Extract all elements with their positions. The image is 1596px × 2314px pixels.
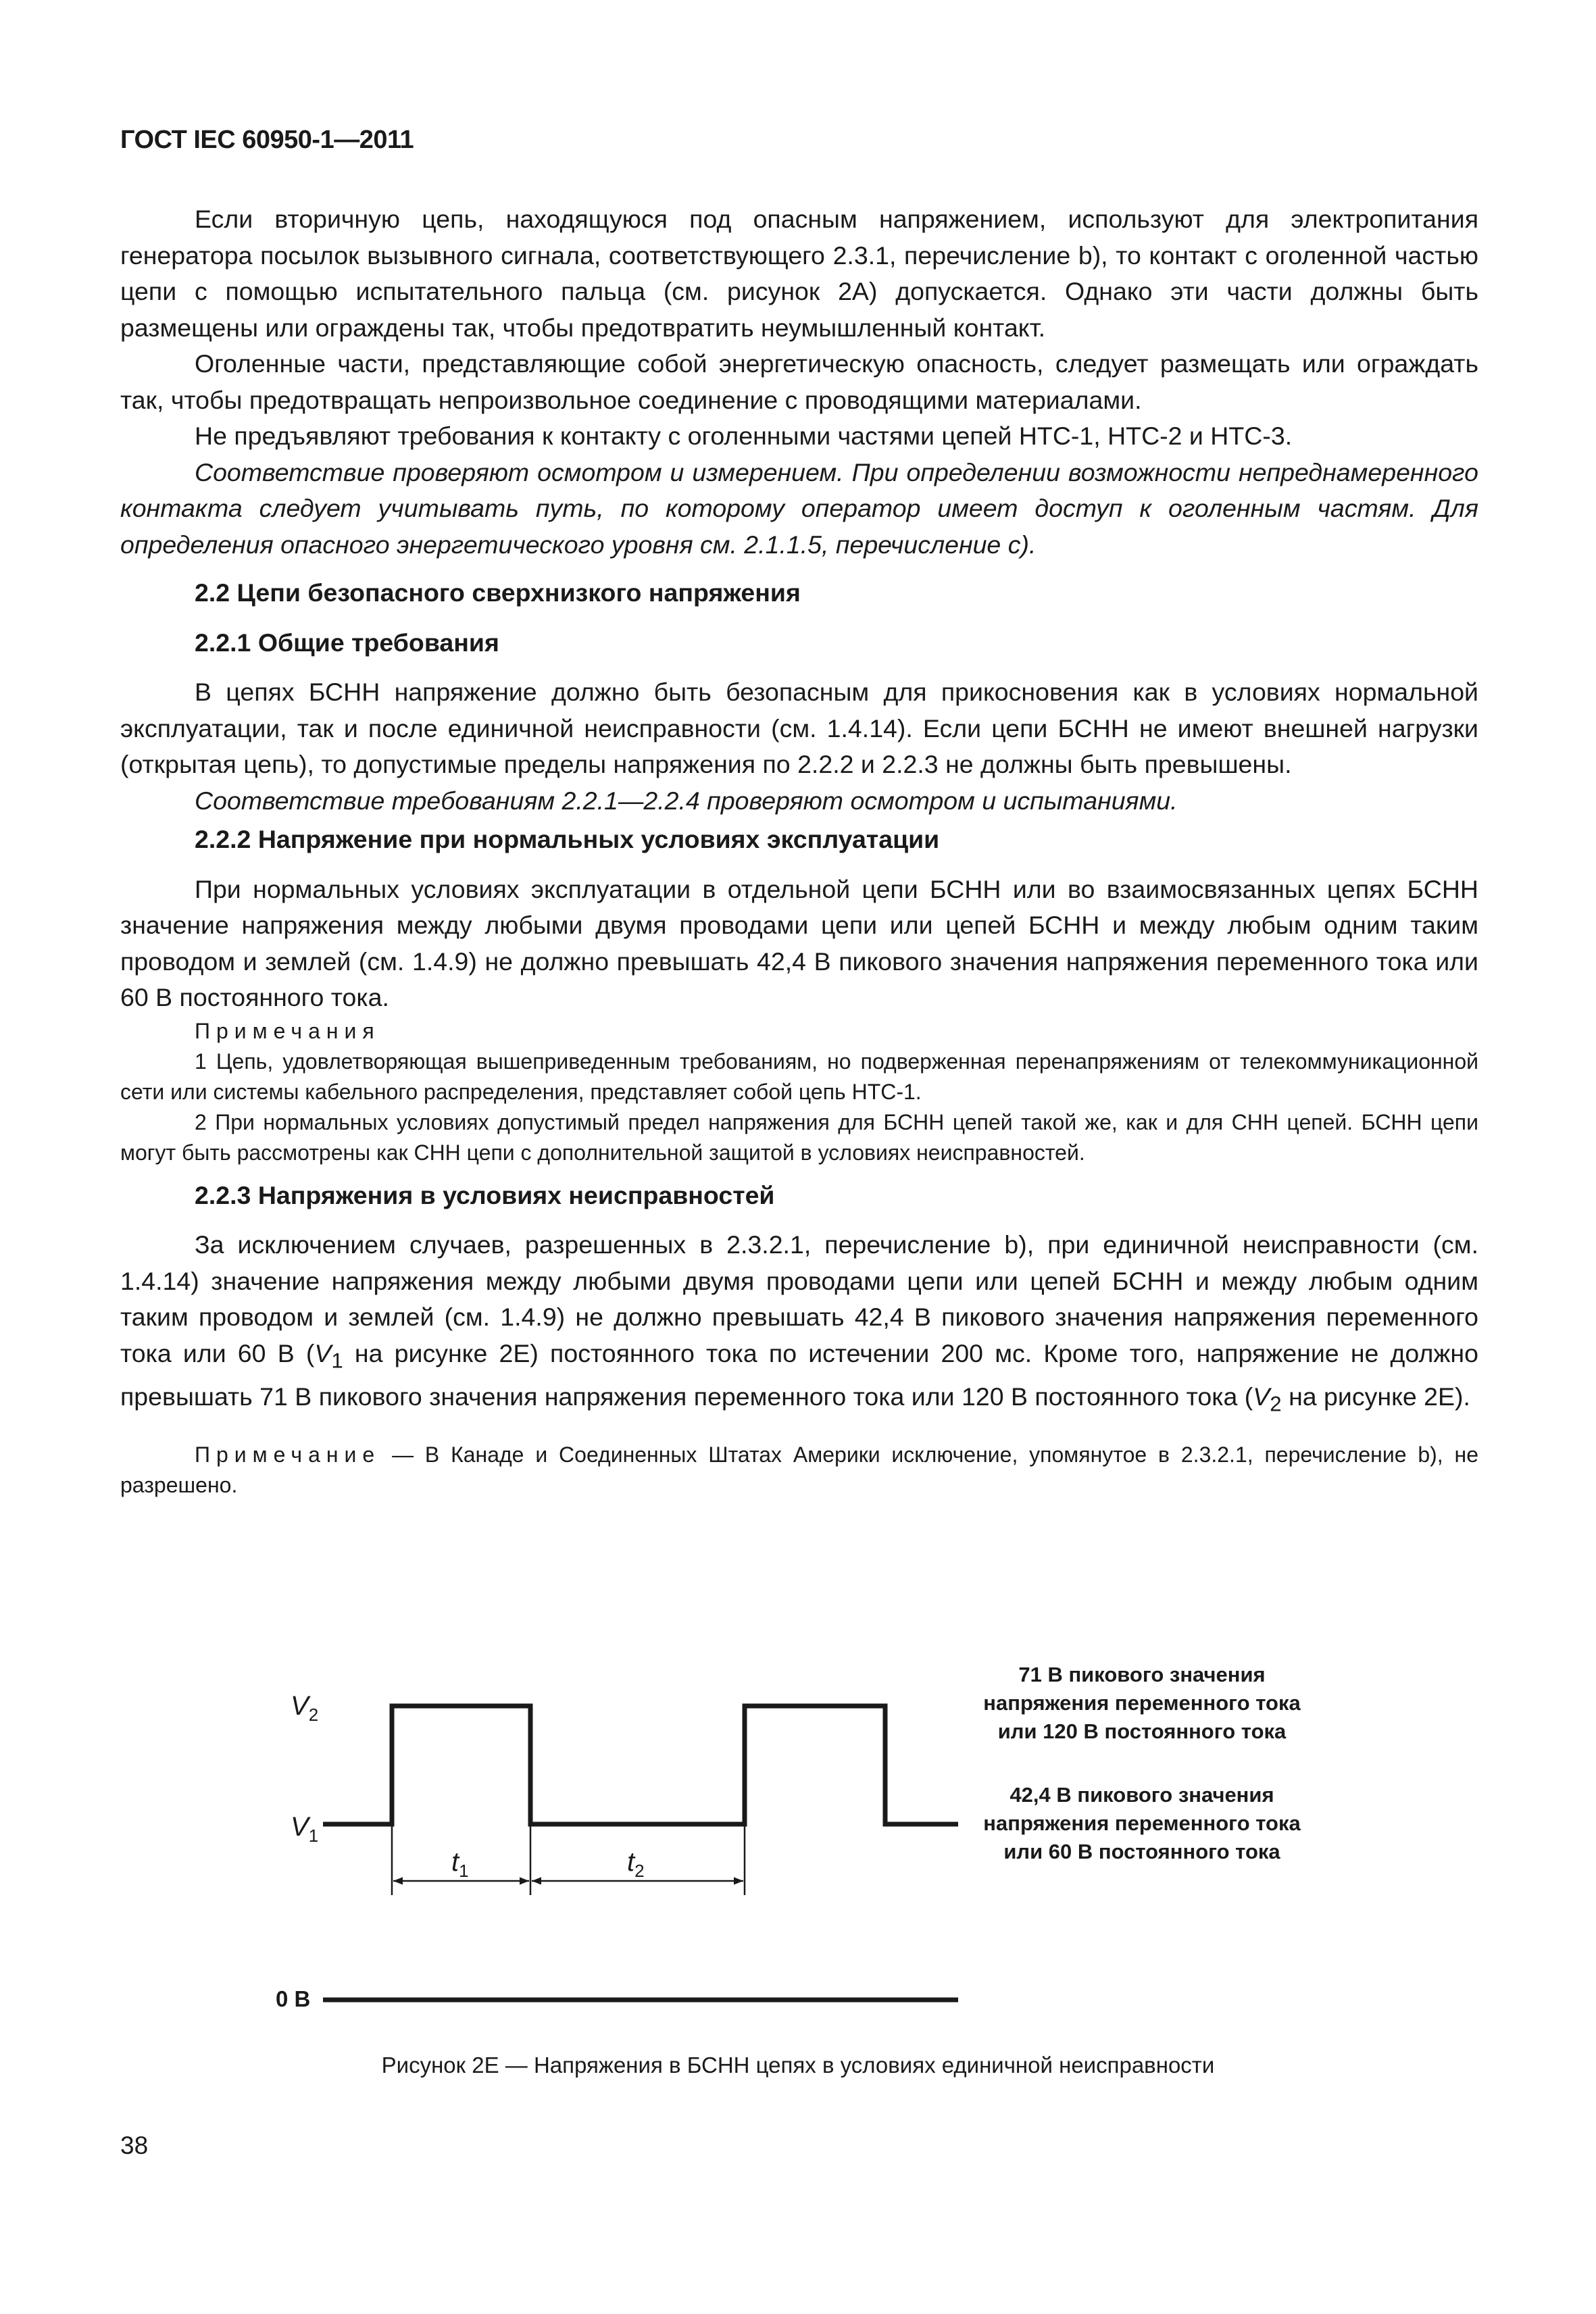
subscript: 2 <box>308 1705 319 1725</box>
voltage-waveform-line <box>323 1706 958 1824</box>
note-3 <box>120 1440 1478 1501</box>
figure-2e <box>0 1621 1596 2054</box>
symbol-v: V <box>291 1812 309 1842</box>
subscript: 2 <box>634 1861 645 1881</box>
v2-description <box>966 1661 1318 1746</box>
note-heading: Примечание <box>195 1442 381 1467</box>
figure-caption: Рисунок 2Е — Напряжения в БСНН цепях в условиях единичной неисправности <box>381 2053 1215 2078</box>
t2-label <box>627 1847 645 1882</box>
symbol-t: t <box>627 1847 635 1877</box>
notes-heading: Примечания <box>195 1018 380 1043</box>
v2-label <box>291 1691 318 1726</box>
document-header: ГОСТ IEC 60950-1—2011 <box>120 126 414 154</box>
label-line: напряжения переменного тока <box>983 1811 1301 1835</box>
note-1: 1 Цепь, удовлетворяющая вышеприведенным требованиям, но подверженная перенапряжениям от телекоммуникационной сети или системы кабельного распределения, представляет собой цепь НТС-1. <box>120 1049 1478 1104</box>
label-line: или 60 В постоянного тока <box>1003 1840 1280 1863</box>
page-number: 38 <box>120 2132 149 2159</box>
subscript: 1 <box>308 1826 319 1846</box>
notes-block <box>120 1016 1478 1168</box>
symbol-v: V <box>291 1691 309 1721</box>
section-heading-2-2-2: 2.2.2 Напряжение при нормальных условиях эксплуатации <box>195 825 940 853</box>
label-line: или 120 В постоянного тока <box>997 1719 1287 1743</box>
section-heading-2-2-1: 2.2.1 Общие требования <box>195 628 499 657</box>
voltage-waveform-diagram <box>0 1621 1596 2054</box>
symbol-v: V <box>314 1338 332 1367</box>
paragraph: Оголенные части, представляющие собой энергетическую опасность, следует размещать или ограждать так, чтобы предотвращать непроизвольное соединение с проводящими материалами. <box>120 349 1478 414</box>
symbol-v: V <box>1253 1382 1270 1411</box>
label-line: напряжения переменного тока <box>983 1691 1301 1715</box>
paragraph: Если вторичную цепь, находящуюся под опасным напряжением, используют для электропитания генератора посылок вызывного сигнала, соответствующего 2.3.1, перечисление b), то контакт с оголенной частью цепи с помощью испытательного пальца (см. рисунок 2А) допускается. Однако эти части должны быть размещены или ограждены так, чтобы предотвратить неумышленный контакт. <box>120 205 1478 342</box>
note-text: — В Канаде и Соединенных Штатах Америки исключение, упомянутое в 2.3.2.1, перечисление b), не разрешено. <box>120 1442 1478 1497</box>
text-run: на рисунке 2Е) постоянного тока по истечении 200 мс. Кроме того, напряжение не должно превышать 71 В пикового значения напряжения переменного тока или 120 В постоянного тока ( <box>120 1338 1478 1411</box>
subscript: 2 <box>1270 1392 1282 1415</box>
document-body <box>120 201 1478 1501</box>
paragraph: При нормальных условиях эксплуатации в отдельной цепи БСНН или во взаимосвязанных цепях БСНН значение напряжения между любыми двумя проводами цепи или цепей БСНН и между любым одним таким проводом и землей (см. 1.4.9) не должно превышать 42,4 В пикового значения напряжения переменного тока или 60 В постоянного тока. <box>120 874 1478 1011</box>
paragraph-fault-voltages <box>120 1227 1478 1422</box>
compliance-paragraph: Соответствие проверяют осмотром и измерением. При определении возможности непреднамеренного контакта следует учитывать путь, по которому оператор имеет доступ к оголенным частям. Для определения опасного энергетического уровня см. 2.1.1.5, перечисление c). <box>120 457 1478 559</box>
text-run: на рисунке 2Е). <box>1281 1382 1470 1411</box>
t1-label <box>451 1847 469 1882</box>
note-2: 2 При нормальных условиях допустимый предел напряжения для БСНН цепей такой же, как и для СНН цепей. БСНН цепи могут быть рассмотрены как СНН цепи с дополнительной защитой в условиях неисправностей. <box>120 1109 1478 1165</box>
label-line: 42,4 В пикового значения <box>1009 1783 1274 1807</box>
paragraph: Не предъявляют требования к контакту с оголенными частями цепей НТС-1, НТС-2 и НТС-3. <box>195 422 1293 450</box>
section-heading-2-2-3: 2.2.3 Напряжения в условиях неисправностей <box>195 1180 775 1209</box>
v1-label <box>291 1812 318 1846</box>
zero-volt-label: 0 В <box>276 1986 311 2011</box>
text-run: За исключением случаев, разрешенных в 2.3.2.1, перечисление b), при единичной неисправности (см. 1.4.14) значение напряжения между любыми двумя проводами цепи или цепей БСНН и между любым одним таким проводом и землей (см. 1.4.9) не должно превышать 42,4 В пикового значения напряжения переменного тока или 60 В ( <box>120 1230 1478 1367</box>
compliance-paragraph: Соответствие требованиям 2.2.1—2.2.4 проверяют осмотром и испытаниями. <box>195 786 1178 815</box>
paragraph: В цепях БСНН напряжение должно быть безопасным для прикосновения как в условиях нормальной эксплуатации, так и после единичной неисправности (см. 1.4.14). Если цепи БСНН не имеют внешней нагрузки (открытая цепь), то допустимые пределы напряжения по 2.2.2 и 2.2.3 не должны быть превышены. <box>120 678 1478 778</box>
label-line: 71 В пикового значения <box>1018 1663 1266 1686</box>
subscript: 1 <box>459 1861 469 1881</box>
subscript: 1 <box>331 1349 343 1372</box>
section-heading-2-2: 2.2 Цепи безопасного сверхнизкого напряжения <box>195 578 801 607</box>
symbol-t: t <box>451 1847 459 1877</box>
v1-description <box>966 1781 1318 1866</box>
